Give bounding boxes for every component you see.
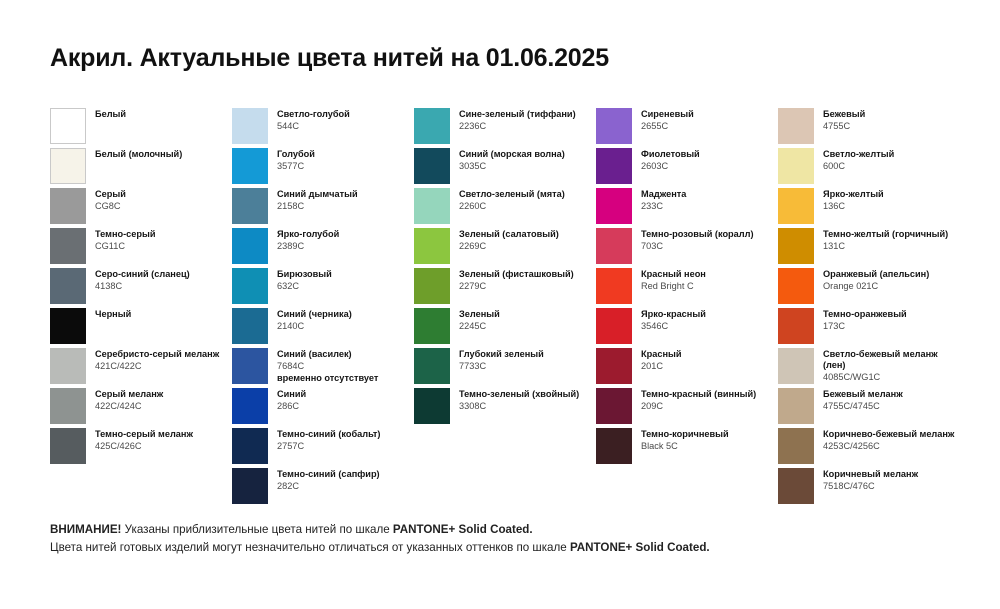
swatch-name: Темно-синий (кобальт): [277, 429, 381, 439]
color-chip[interactable]: [778, 348, 814, 384]
swatch-column: [232, 108, 414, 508]
swatch-name: Серый: [95, 189, 126, 199]
swatch-labels: [277, 188, 358, 212]
swatch-row[interactable]: [232, 188, 414, 227]
swatch-name: Голубой: [277, 149, 315, 159]
swatch-name: Серо-синий (сланец): [95, 269, 190, 279]
swatch-code: CG8C: [95, 200, 121, 211]
swatch-code: 421C/422C: [95, 360, 142, 371]
swatch-name: Серебристо-серый меланж: [95, 349, 220, 359]
swatch-row[interactable]: [232, 308, 414, 347]
color-chip[interactable]: [414, 228, 450, 264]
swatch-labels: [459, 188, 565, 212]
swatch-code: 4253C/4256C: [823, 440, 880, 451]
swatch-code: 2140C: [277, 320, 305, 331]
color-chip[interactable]: [414, 188, 450, 224]
color-chip[interactable]: [232, 268, 268, 304]
swatch-row[interactable]: [596, 188, 778, 227]
swatch-row[interactable]: [414, 148, 596, 187]
swatch-labels: [823, 468, 918, 492]
swatch-row[interactable]: [414, 108, 596, 147]
swatch-row[interactable]: [596, 388, 778, 427]
swatch-row[interactable]: [232, 428, 414, 467]
swatch-name: Оранжевый (апельсин): [823, 269, 930, 279]
color-chip[interactable]: [232, 388, 268, 424]
swatch-columns: [50, 108, 960, 508]
swatch-labels: [95, 308, 131, 320]
color-chip[interactable]: [596, 388, 632, 424]
swatch-labels: [95, 188, 126, 212]
swatch-name: Синий дымчатый: [277, 189, 358, 199]
swatch-name: Ярко-красный: [641, 309, 706, 319]
swatch-labels: [641, 148, 700, 172]
swatch-row[interactable]: [414, 308, 596, 347]
footer-line-2-text: Цвета нитей готовых изделий могут незначительно отличаться от указанных оттенков по шкале: [50, 540, 570, 554]
swatch-labels: [823, 268, 929, 292]
swatch-name: Красный неон: [641, 269, 706, 279]
swatch-code: 7684C: [277, 360, 305, 371]
swatch-labels: [95, 348, 219, 372]
color-chip[interactable]: [232, 348, 268, 384]
footer-line-1-text: Указаны приблизительные цвета нитей по шкале: [121, 523, 393, 536]
swatch-code: 422C/424C: [95, 400, 142, 411]
swatch-row[interactable]: [50, 228, 232, 267]
swatch-name: Темно-желтый (горчичный): [823, 229, 949, 239]
color-chip[interactable]: [232, 468, 268, 504]
color-chip[interactable]: [778, 228, 814, 264]
swatch-code: 544C: [277, 120, 299, 131]
swatch-name: Темно-розовый (коралл): [641, 229, 754, 239]
swatch-row[interactable]: [50, 148, 232, 187]
swatch-code: 136C: [823, 200, 845, 211]
swatch-labels: [459, 268, 574, 292]
swatch-labels: [641, 268, 706, 292]
swatch-code: 2655C: [641, 120, 669, 131]
swatch-code: 209C: [641, 400, 663, 411]
color-chip[interactable]: [596, 268, 632, 304]
swatch-row[interactable]: [232, 268, 414, 307]
color-chip[interactable]: [50, 428, 86, 464]
color-chip[interactable]: [414, 308, 450, 344]
swatch-name: Фиолетовый: [641, 149, 700, 159]
swatch-code: CG11C: [95, 240, 125, 251]
swatch-labels: [459, 388, 579, 412]
color-chip[interactable]: [232, 308, 268, 344]
swatch-row[interactable]: [50, 268, 232, 307]
swatch-code: 425C/426C: [95, 440, 142, 451]
footer-notes: [50, 521, 950, 557]
color-chip[interactable]: [50, 388, 86, 424]
swatch-labels: [641, 188, 686, 212]
color-chip[interactable]: [414, 348, 450, 384]
swatch-name: Светло-бежевый меланж (лен): [823, 349, 938, 370]
swatch-availability-note: временно отсутствует: [277, 372, 379, 383]
swatch-name: Темно-коричневый: [641, 429, 729, 439]
swatch-labels: [823, 188, 884, 212]
swatch-name: Синий: [277, 389, 307, 399]
swatch-row[interactable]: [414, 268, 596, 307]
swatch-row[interactable]: [596, 108, 778, 147]
swatch-code: 632C: [277, 280, 299, 291]
swatch-labels: [277, 388, 306, 412]
color-chip[interactable]: [50, 108, 86, 144]
swatch-row[interactable]: [596, 428, 778, 467]
swatch-row[interactable]: [414, 348, 596, 387]
color-chip[interactable]: [778, 428, 814, 464]
swatch-code: 703C: [641, 240, 663, 251]
footer-attention-label: ВНИМАНИЕ!: [50, 523, 122, 536]
swatch-code: 282C: [277, 480, 299, 491]
swatch-labels: [277, 308, 352, 332]
swatch-name: Маджента: [641, 189, 687, 199]
swatch-labels: [459, 148, 565, 172]
swatch-name: Белый: [95, 109, 127, 119]
color-chip[interactable]: [596, 308, 632, 344]
swatch-code: 2269C: [459, 240, 487, 251]
footer-line-2: [50, 539, 950, 557]
color-chip[interactable]: [232, 428, 268, 464]
swatch-row[interactable]: [778, 268, 960, 307]
swatch-row[interactable]: [778, 188, 960, 227]
swatch-code: 173C: [823, 320, 845, 331]
color-chip[interactable]: [596, 228, 632, 264]
footer-line-1-bold: PANTONE+ Solid Coated.: [392, 523, 533, 536]
color-chip[interactable]: [778, 308, 814, 344]
swatch-labels: [277, 348, 378, 384]
swatch-name: Зеленый (салатовый): [459, 229, 559, 239]
swatch-row[interactable]: [778, 468, 960, 507]
swatch-row[interactable]: [414, 388, 596, 427]
swatch-labels: [277, 268, 332, 292]
color-chip[interactable]: [50, 268, 86, 304]
color-chip[interactable]: [50, 148, 86, 184]
swatch-code: Red Bright C: [641, 280, 694, 291]
footer-line-2-bold: PANTONE+ Solid Coated.: [569, 540, 710, 554]
swatch-code: 3546C: [641, 320, 669, 331]
swatch-name: Синий (черника): [277, 309, 352, 319]
swatch-row[interactable]: [778, 348, 960, 387]
swatch-name: Бежевый: [823, 109, 866, 119]
swatch-row[interactable]: [596, 148, 778, 187]
color-chip[interactable]: [50, 188, 86, 224]
swatch-labels: [95, 108, 126, 120]
swatch-code: 2279C: [459, 280, 487, 291]
swatch-row[interactable]: [50, 308, 232, 347]
color-chip[interactable]: [596, 428, 632, 464]
color-chip[interactable]: [414, 268, 450, 304]
swatch-name: Коричневый меланж: [823, 469, 919, 479]
swatch-labels: [641, 108, 694, 132]
swatch-code: 131C: [823, 240, 845, 251]
swatch-code: 4138C: [95, 280, 123, 291]
swatch-labels: [95, 428, 193, 452]
color-chip[interactable]: [778, 388, 814, 424]
page-title: Акрил. Актуальные цвета нитей на 01.06.2025: [50, 44, 609, 72]
swatch-labels: [823, 388, 903, 412]
swatch-code: 7733C: [459, 360, 487, 371]
swatch-code: 2236C: [459, 120, 487, 131]
swatch-name: Серый меланж: [95, 389, 164, 399]
swatch-code: 2260C: [459, 200, 487, 211]
swatch-labels: [95, 268, 190, 292]
swatch-row[interactable]: [50, 388, 232, 427]
swatch-row[interactable]: [596, 348, 778, 387]
color-chip[interactable]: [778, 468, 814, 504]
swatch-labels: [823, 148, 894, 172]
swatch-labels: [823, 348, 960, 383]
swatch-row[interactable]: [232, 348, 414, 387]
swatch-name: Светло-голубой: [277, 109, 350, 119]
color-chip[interactable]: [50, 228, 86, 264]
swatch-labels: [641, 388, 756, 412]
color-chip[interactable]: [596, 348, 632, 384]
swatch-row[interactable]: [232, 228, 414, 267]
swatch-name: Глубокий зеленый: [459, 349, 544, 359]
swatch-column: [596, 108, 778, 508]
swatch-name: Зеленый: [459, 309, 500, 319]
swatch-labels: [277, 468, 380, 492]
swatch-row[interactable]: [50, 348, 232, 387]
swatch-labels: [641, 308, 706, 332]
color-chip[interactable]: [414, 108, 450, 144]
swatch-name: Зеленый (фисташковый): [459, 269, 574, 279]
swatch-row[interactable]: [50, 108, 232, 147]
swatch-name: Темно-серый: [95, 229, 156, 239]
swatch-code: 2603C: [641, 160, 669, 171]
swatch-name: Светло-зеленый (мята): [459, 189, 565, 199]
swatch-row[interactable]: [596, 268, 778, 307]
swatch-code: 2757C: [277, 440, 305, 451]
swatch-row[interactable]: [50, 188, 232, 227]
swatch-name: Ярко-голубой: [277, 229, 340, 239]
swatch-labels: [641, 348, 681, 372]
swatch-code: 286C: [277, 400, 299, 411]
swatch-name: Сиреневый: [641, 109, 694, 119]
swatch-labels: [641, 228, 754, 252]
swatch-code: 3308C: [459, 400, 487, 411]
swatch-code: Orange 021C: [823, 280, 879, 291]
swatch-name: Темно-зеленый (хвойный): [459, 389, 580, 399]
swatch-labels: [277, 148, 315, 172]
swatch-labels: [823, 228, 948, 252]
swatch-code: 600C: [823, 160, 845, 171]
color-chip[interactable]: [596, 148, 632, 184]
swatch-name: Темно-красный (винный): [641, 389, 757, 399]
swatch-row[interactable]: [232, 468, 414, 507]
swatch-row[interactable]: [232, 148, 414, 187]
swatch-row[interactable]: [50, 428, 232, 467]
swatch-column: [414, 108, 596, 508]
swatch-labels: [95, 148, 182, 160]
color-chip[interactable]: [596, 108, 632, 144]
swatch-row[interactable]: [778, 308, 960, 347]
swatch-labels: [95, 228, 156, 252]
swatch-row[interactable]: [778, 108, 960, 147]
color-chip[interactable]: [414, 388, 450, 424]
swatch-labels: [641, 428, 729, 452]
swatch-name: Черный: [95, 309, 132, 319]
swatch-name: Ярко-желтый: [823, 189, 884, 199]
swatch-name: Коричнево-бежевый меланж: [823, 429, 955, 439]
swatch-name: Бирюзовый: [277, 269, 332, 279]
swatch-code: 4755C/4745C: [823, 400, 880, 411]
swatch-code: 2158C: [277, 200, 305, 211]
swatch-code: 7518C/476C: [823, 480, 875, 491]
color-chip[interactable]: [232, 108, 268, 144]
swatch-labels: [277, 428, 380, 452]
swatch-code: 2245C: [459, 320, 487, 331]
swatch-name: Красный: [641, 349, 682, 359]
swatch-code: 4085C/WG1C: [823, 371, 881, 382]
swatch-row[interactable]: [232, 108, 414, 147]
color-chip[interactable]: [232, 188, 268, 224]
color-chip[interactable]: [778, 148, 814, 184]
swatch-column: [50, 108, 232, 508]
swatch-name: Синий (василек): [277, 349, 352, 359]
swatch-row[interactable]: [414, 228, 596, 267]
swatch-row[interactable]: [778, 428, 960, 467]
swatch-row[interactable]: [596, 308, 778, 347]
swatch-code: 3577C: [277, 160, 305, 171]
color-chip[interactable]: [232, 148, 268, 184]
swatch-labels: [823, 108, 865, 132]
swatch-name: Сине-зеленый (тиффани): [459, 109, 576, 119]
swatch-labels: [459, 228, 559, 252]
swatch-code: 233C: [641, 200, 663, 211]
swatch-row[interactable]: [232, 388, 414, 427]
color-chip[interactable]: [596, 188, 632, 224]
color-chip[interactable]: [778, 268, 814, 304]
swatch-labels: [459, 348, 544, 372]
swatch-column: [778, 108, 960, 508]
swatch-row[interactable]: [414, 188, 596, 227]
swatch-row[interactable]: [778, 388, 960, 427]
swatch-name: Темно-серый меланж: [95, 429, 193, 439]
swatch-row[interactable]: [778, 148, 960, 187]
swatch-name: Бежевый меланж: [823, 389, 903, 399]
swatch-code: 2389C: [277, 240, 305, 251]
swatch-labels: [823, 308, 907, 332]
swatch-name: Темно-синий (сапфир): [277, 469, 380, 479]
swatch-labels: [277, 228, 339, 252]
swatch-labels: [823, 428, 954, 452]
color-chip[interactable]: [50, 348, 86, 384]
color-chip[interactable]: [778, 188, 814, 224]
color-chip[interactable]: [232, 228, 268, 264]
swatch-code: 3035C: [459, 160, 487, 171]
swatch-code: 201C: [641, 360, 663, 371]
swatch-name: Темно-оранжевый: [823, 309, 907, 319]
swatch-code: Black 5C: [641, 440, 678, 451]
swatch-name: Светло-желтый: [823, 149, 895, 159]
color-chip[interactable]: [414, 148, 450, 184]
swatch-row[interactable]: [596, 228, 778, 267]
color-chip[interactable]: [50, 308, 86, 344]
swatch-code: 4755C: [823, 120, 851, 131]
swatch-labels: [277, 108, 350, 132]
swatch-labels: [459, 108, 576, 132]
swatch-labels: [95, 388, 163, 412]
footer-line-1: [50, 521, 950, 539]
swatch-name: Синий (морская волна): [459, 149, 565, 159]
swatch-name: Белый (молочный): [95, 149, 183, 159]
color-chip[interactable]: [778, 108, 814, 144]
swatch-row[interactable]: [778, 228, 960, 267]
swatch-labels: [459, 308, 500, 332]
